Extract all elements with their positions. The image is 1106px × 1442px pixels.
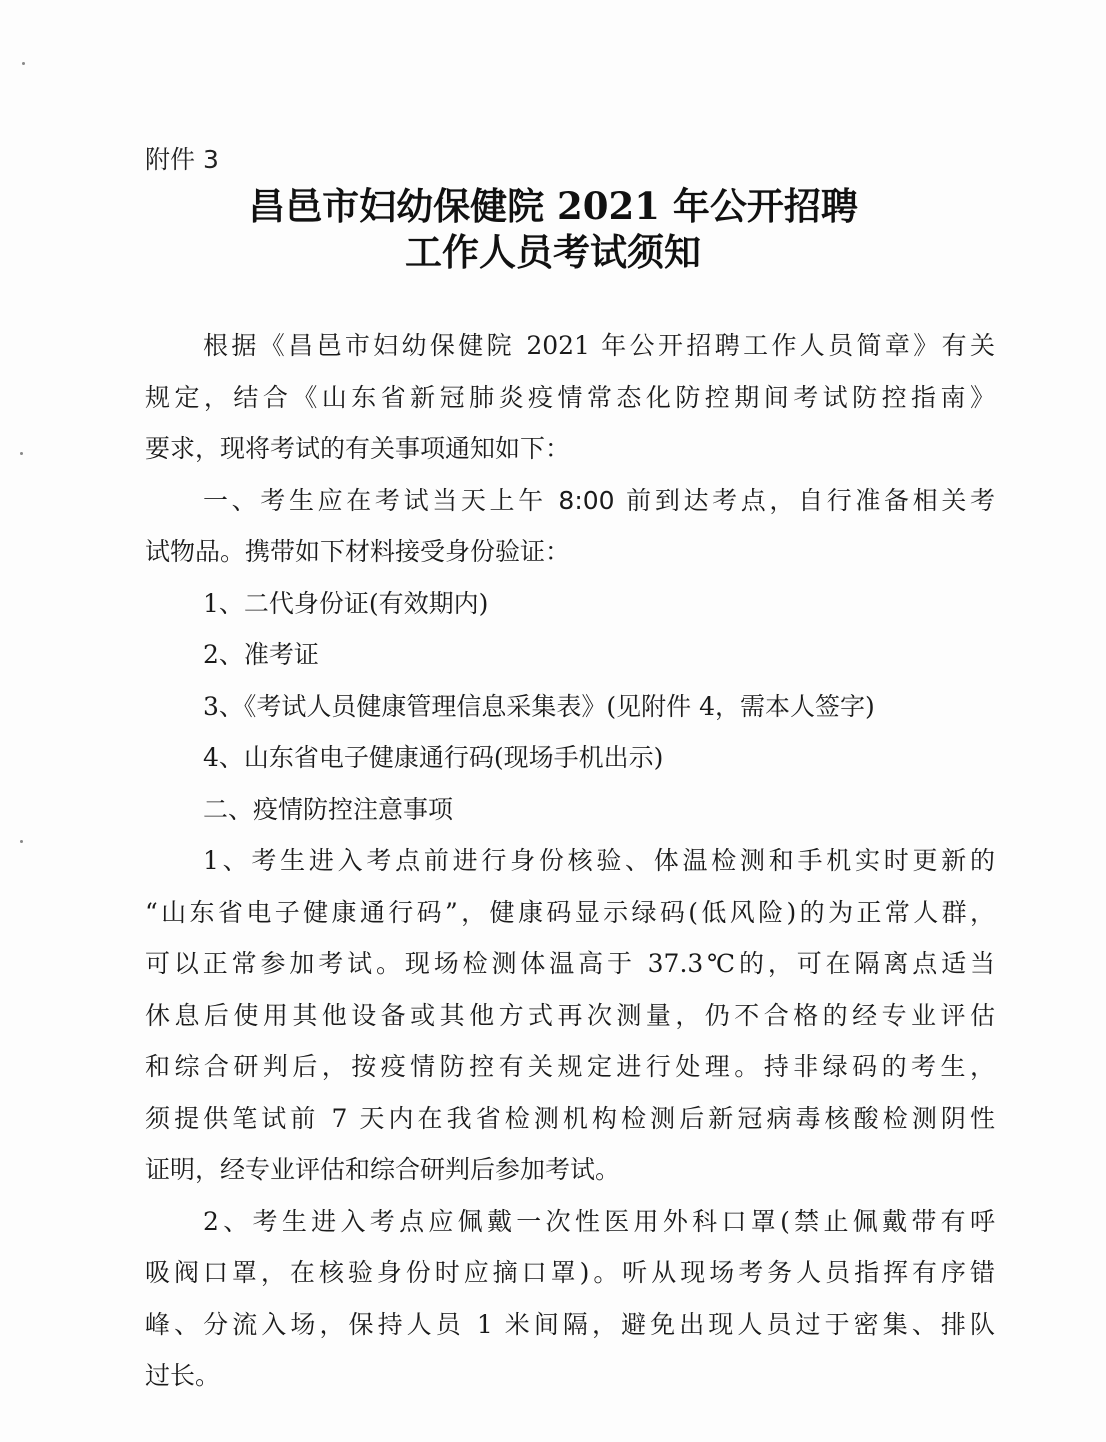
paragraph-line: 和综合研判后，按疫情防控有关规定进行处理。持非绿码的考生， (145, 1052, 995, 1081)
paragraph-line: 休息后使用其他设备或其他方式再次测量，仍不合格的经专业评估 (145, 1000, 995, 1030)
paragraph-line: “山东省电子健康通行码”，健康码显示绿码(低风险)的为正常人群， (145, 897, 995, 927)
document-body (145, 320, 995, 1402)
document-title-line-1: 昌邑市妇幼保健院 2021 年公开招聘 (248, 184, 858, 228)
section-1-heading: 一、考生应在考试当天上午 8:00 前到达考点，自行准备相关考 (203, 485, 995, 515)
intro-line: 根据《昌邑市妇幼保健院 2021 年公开招聘工作人员简章》有关 (203, 331, 995, 360)
paragraph-line: 过长。 (145, 1361, 221, 1390)
attachment-label: 附件 3 (145, 145, 219, 174)
paragraph-line: 可以正常参加考试。现场检测体温高于 37.3℃的，可在隔离点适当 (145, 949, 995, 978)
paragraph-line: 峰、分流入场，保持人员 1 米间隔，避免出现人员过于密集、排队 (145, 1309, 995, 1339)
list-item: 4、山东省电子健康通行码(现场手机出示) (203, 743, 664, 772)
scan-speck (22, 62, 25, 65)
list-item: 3、《考试人员健康管理信息采集表》(见附件 4，需本人签字) (203, 691, 875, 721)
paragraph-line: 吸阀口罩，在核验身份时应摘口罩)。听从现场考务人员指挥有序错 (145, 1258, 995, 1287)
paragraph-line: 证明，经专业评估和综合研判后参加考试。 (145, 1155, 621, 1184)
scan-speck (20, 840, 23, 843)
list-item: 2、准考证 (203, 640, 319, 669)
list-item: 1、二代身份证(有效期内) (203, 588, 489, 618)
paragraph-line: 须提供笔试前 7 天内在我省检测机构检测后新冠病毒核酸检测阴性 (145, 1103, 995, 1133)
intro-line: 要求，现将考试的有关事项通知如下： (145, 434, 571, 463)
section-1-heading: 试物品。携带如下材料接受身份验证： (145, 537, 571, 566)
document-title-line-2: 工作人员考试须知 (405, 230, 701, 274)
section-2-heading: 二、疫情防控注意事项 (203, 794, 454, 824)
scan-speck (20, 452, 23, 455)
paragraph-line: 1、考生进入考点前进行身份核验、体温检测和手机实时更新的 (203, 846, 995, 875)
paragraph-line: 2、考生进入考点应佩戴一次性医用外科口罩(禁止佩戴带有呼 (203, 1206, 995, 1236)
intro-line: 规定，结合《山东省新冠肺炎疫情常态化防控期间考试防控指南》 (145, 382, 995, 412)
